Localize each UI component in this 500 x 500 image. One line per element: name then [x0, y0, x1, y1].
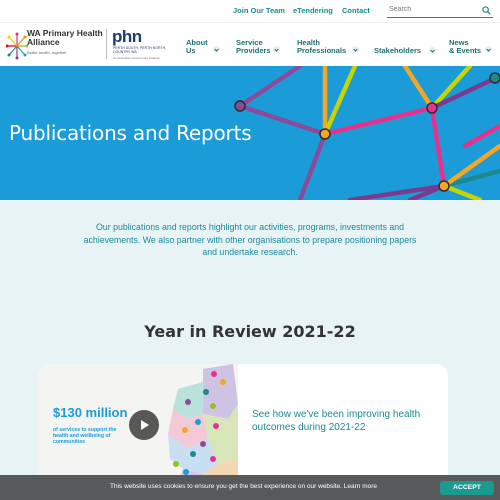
funding-description: of services to support the health and wellbeing of communities: [53, 427, 117, 445]
starburst-logo-icon: [6, 31, 28, 61]
nav-label-line1: Service: [236, 38, 263, 47]
page-title: Publications and Reports: [9, 121, 252, 145]
chevron-down-icon: [485, 46, 492, 53]
wa-logo-title: WA Primary Health Alliance: [27, 28, 103, 47]
chevron-down-icon: [213, 46, 220, 53]
nav-about-us[interactable]: [186, 39, 208, 55]
nav-label-line1: Health: [297, 38, 320, 47]
phn-logo-initiative: An Australian Government Initiative: [113, 56, 160, 60]
cookie-message: This website uses cookies to ensure you get the best experience on our website. Learn more: [110, 483, 378, 490]
nav-label-line1: About: [186, 38, 208, 47]
phn-logo[interactable]: phn: [112, 27, 142, 46]
logo-divider: [106, 29, 107, 59]
funding-amount: $130 million: [53, 405, 128, 420]
wa-logo-tagline: Better health, together: [27, 50, 67, 55]
nav-health-professionals[interactable]: [297, 39, 346, 55]
card-description[interactable]: See how we've been improving health outcomes during 2021-22: [252, 409, 421, 433]
nav-service-providers[interactable]: [236, 39, 271, 55]
search-input[interactable]: [389, 6, 479, 13]
nav-stakeholders[interactable]: [374, 47, 421, 55]
year-in-review-heading: Year in Review 2021-22: [144, 322, 356, 341]
intro-paragraph: Our publications and reports highlight our activities, programs, investments and achievements. We also partner with other organisations to prepare positioning papers and undertake research.: [83, 222, 417, 257]
site-header: [0, 22, 500, 66]
cookie-banner: [0, 475, 500, 500]
nav-label-line1: News: [449, 38, 469, 47]
utility-bar: [0, 0, 500, 22]
play-button[interactable]: [129, 410, 159, 440]
etendering-link[interactable]: eTendering: [293, 6, 333, 15]
chevron-down-icon: [273, 46, 280, 53]
search-icon[interactable]: [482, 6, 491, 15]
phn-logo-subtitle: PERTH SOUTH, PERTH NORTH, COUNTRY WA: [113, 46, 167, 54]
hero-banner: [0, 66, 500, 200]
contact-link[interactable]: Contact: [342, 6, 370, 15]
nav-news-events[interactable]: [449, 39, 481, 55]
chevron-down-icon: [429, 47, 436, 54]
nav-label-line2: & Events: [449, 46, 482, 55]
nav-label-line2: Us: [186, 46, 196, 55]
nav-label-line1: Stakeholders: [374, 46, 422, 55]
nav-label-line2: Providers: [236, 46, 271, 55]
chevron-down-icon: [352, 46, 359, 53]
nav-label-line2: Professionals: [297, 46, 347, 55]
search-box: [387, 4, 493, 18]
accept-cookies-button[interactable]: ACCEPT: [440, 481, 494, 495]
join-our-team-link[interactable]: Join Our Team: [233, 6, 285, 15]
